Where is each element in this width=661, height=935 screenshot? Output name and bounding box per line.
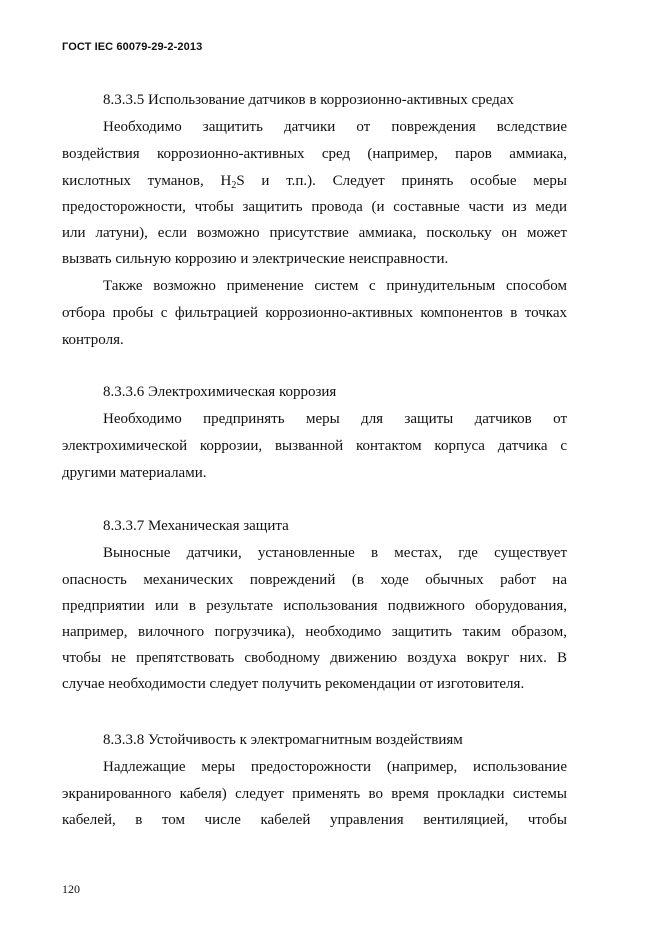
paragraph-line: случае необходимости следует получить рекомендации от изготовителя. bbox=[62, 676, 525, 692]
paragraph-line: контроля. bbox=[62, 332, 124, 348]
page-number: 120 bbox=[62, 882, 80, 896]
paragraph-line: кабелей, в том числе кабелей управления вентиляцией, чтобы bbox=[62, 812, 567, 828]
section-title-8-3-3-5: 8.3.3.5 Использование датчиков в коррозионно-активных средах bbox=[103, 92, 514, 108]
paragraph-line: электрохимической коррозии, вызванной контактом корпуса датчика с bbox=[62, 438, 567, 454]
paragraph-line: или латуни), если возможно присутствие аммиака, поскольку он может bbox=[62, 225, 567, 241]
section-title-8-3-3-6: 8.3.3.6 Электрохимическая коррозия bbox=[103, 384, 337, 400]
text-fragment: и т.п.). Следует принять особые меры bbox=[261, 173, 567, 189]
paragraph-line: вызвать сильную коррозию и электрические неисправности. bbox=[62, 251, 449, 267]
paragraph-line-with-formula bbox=[62, 171, 567, 191]
chemical-formula-h2s: $H_2S$ bbox=[220, 173, 245, 191]
paragraph-line: Также возможно применение систем с принудительным способом bbox=[103, 278, 567, 294]
paragraph-line: опасность механических повреждений (в ходе обычных работ на bbox=[62, 572, 567, 588]
text-fragment: кислотных туманов, bbox=[62, 173, 204, 189]
paragraph-line: Необходимо защитить датчики от повреждения вследствие bbox=[103, 119, 567, 135]
paragraph-line: отбора пробы с фильтрацией коррозионно-активных компонентов в точках bbox=[62, 305, 567, 321]
paragraph-line: например, вилочного погрузчика), необходимо защитить таким образом, bbox=[62, 624, 567, 640]
document-header: ГОСТ IEC 60079-29-2-2013 bbox=[62, 41, 203, 53]
section-title-8-3-3-8: 8.3.3.8 Устойчивость к электромагнитным воздействиям bbox=[103, 732, 463, 748]
paragraph-line: воздействия коррозионно-активных сред (например, паров аммиака, bbox=[62, 146, 567, 162]
paragraph-line: Необходимо предпринять меры для защиты датчиков от bbox=[103, 411, 567, 427]
paragraph-line: предприятии или в результате использования подвижного оборудования, bbox=[62, 598, 567, 614]
section-title-8-3-3-7: 8.3.3.7 Механическая защита bbox=[103, 518, 289, 534]
paragraph-line: чтобы не препятствовать свободному движению воздуха вокруг них. В bbox=[62, 650, 567, 666]
paragraph-line: Надлежащие меры предосторожности (например, использование bbox=[103, 759, 567, 775]
paragraph-line: предосторожности, чтобы защитить провода (и составные части из меди bbox=[62, 199, 567, 215]
paragraph-line: Выносные датчики, установленные в местах, где существует bbox=[103, 545, 567, 561]
paragraph-line: другими материалами. bbox=[62, 465, 207, 481]
paragraph-line: экранированного кабеля) следует применять во время прокладки системы bbox=[62, 786, 567, 802]
